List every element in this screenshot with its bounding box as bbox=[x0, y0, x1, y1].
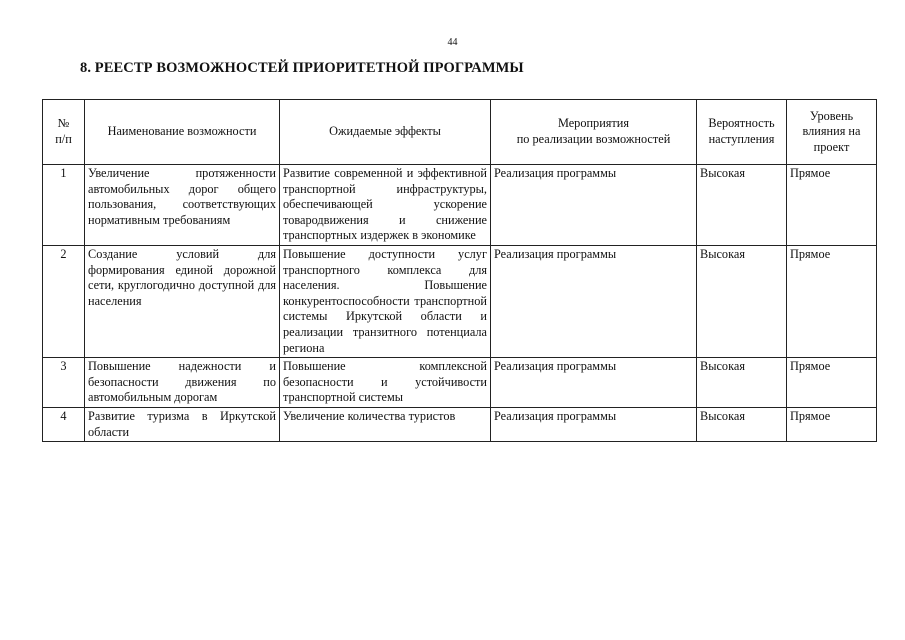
row-measures: Реализация программы bbox=[491, 358, 697, 408]
section-title: 8. РЕЕСТР ВОЗМОЖНОСТЕЙ ПРИОРИТЕТНОЙ ПРОГРАММЫ bbox=[80, 60, 524, 76]
row-name: Увеличение протяженности автомобильных дорог общего пользования, соответствующих нормативным требованиям bbox=[85, 165, 280, 246]
header-measures bbox=[491, 100, 697, 165]
row-probability: Высокая bbox=[697, 358, 787, 408]
row-num: 1 bbox=[43, 165, 85, 246]
header-measures-line2: по реализации возможностей bbox=[516, 132, 671, 146]
row-measures: Реализация программы bbox=[491, 245, 697, 357]
header-measures-line1: Мероприятия bbox=[557, 116, 630, 131]
page-number: 44 bbox=[447, 37, 458, 48]
header-num-line1: № bbox=[57, 116, 70, 131]
row-probability: Высокая bbox=[697, 245, 787, 357]
row-impact: Прямое bbox=[787, 165, 877, 246]
row-impact: Прямое bbox=[787, 407, 877, 441]
row-effects: Повышение комплексной безопасности и устойчивости транспортной системы bbox=[280, 358, 491, 408]
table-row bbox=[43, 358, 877, 408]
row-probability: Высокая bbox=[697, 407, 787, 441]
table-row bbox=[43, 245, 877, 357]
header-impact-line3: проект bbox=[813, 139, 850, 154]
row-num: 3 bbox=[43, 358, 85, 408]
header-impact-line2: влияния на bbox=[802, 124, 861, 139]
header-impact bbox=[787, 100, 877, 165]
header-num-line2: п/п bbox=[55, 132, 72, 146]
row-num: 2 bbox=[43, 245, 85, 357]
header-probability-line2: наступления bbox=[708, 132, 775, 146]
row-num: 4 bbox=[43, 407, 85, 441]
table-header-row bbox=[43, 100, 877, 165]
row-effects: Повышение доступности услуг транспортного комплекса для населения. Повышение конкурентоспособности транспортной системы Иркутской области и реализации транзитного потенциала региона bbox=[280, 245, 491, 357]
row-effects: Увеличение количества туристов bbox=[280, 407, 491, 441]
row-impact: Прямое bbox=[787, 358, 877, 408]
row-probability: Высокая bbox=[697, 165, 787, 246]
table-row bbox=[43, 165, 877, 246]
header-probability-line1: Вероятность bbox=[708, 116, 775, 131]
row-effects: Развитие современной и эффективной транспортной инфраструктуры, обеспечивающей ускорение товародвижения и снижение транспортных издержек в экономике bbox=[280, 165, 491, 246]
row-measures: Реализация программы bbox=[491, 407, 697, 441]
table-row bbox=[43, 407, 877, 441]
header-probability bbox=[697, 100, 787, 165]
row-impact: Прямое bbox=[787, 245, 877, 357]
row-name: Повышение надежности и безопасности движения по автомобильным дорогам bbox=[85, 358, 280, 408]
row-name: Развитие туризма в Иркутской области bbox=[85, 407, 280, 441]
opportunities-registry-table bbox=[42, 99, 877, 442]
header-impact-line1: Уровень bbox=[809, 108, 854, 123]
header-num bbox=[43, 100, 85, 165]
header-name: Наименование возможности bbox=[85, 100, 280, 165]
row-measures: Реализация программы bbox=[491, 165, 697, 246]
header-effects: Ожидаемые эффекты bbox=[280, 100, 491, 165]
row-name: Создание условий для формирования единой дорожной сети, круглогодично доступной для населения bbox=[85, 245, 280, 357]
